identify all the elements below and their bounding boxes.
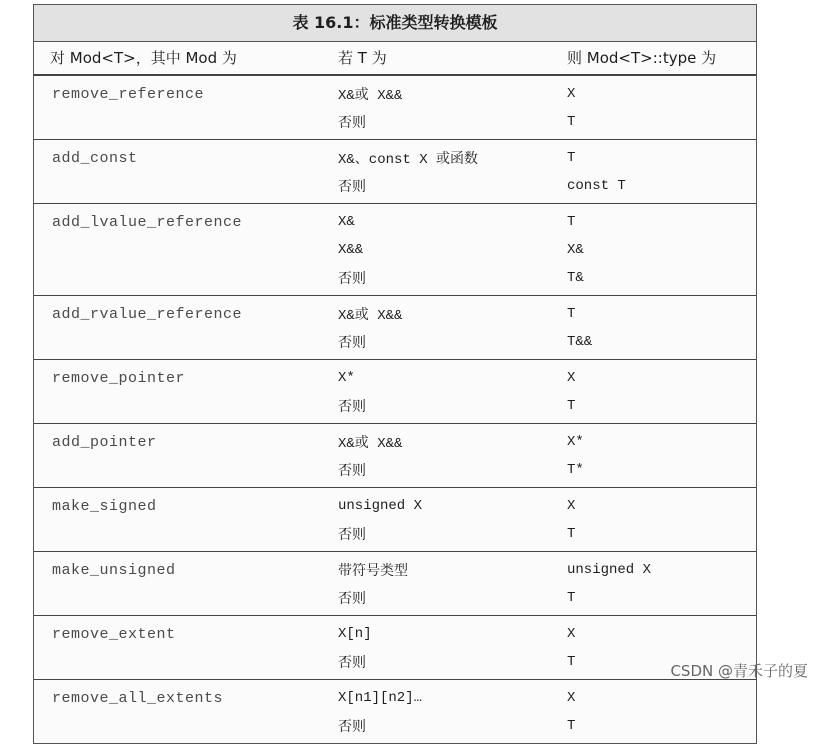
- result-type-cell: T: [567, 114, 576, 130]
- table-row: [34, 620, 756, 648]
- condition-cell: 否则: [338, 464, 366, 480]
- condition-cell: X*: [338, 370, 355, 386]
- condition-cell: 否则: [338, 656, 366, 672]
- condition-cell: 否则: [338, 116, 366, 132]
- table-row: [34, 456, 756, 484]
- table-group: [34, 424, 756, 488]
- table-row: [34, 648, 756, 676]
- mod-name-cell: add_rvalue_reference: [52, 305, 243, 323]
- table-row: [34, 80, 756, 108]
- condition-cell: X&、const X 或函数: [338, 152, 479, 168]
- result-type-cell: T: [567, 654, 576, 670]
- condition-cell: 带符号类型: [338, 564, 408, 580]
- table-caption: 表 16.1：标准类型转换模板: [34, 5, 756, 42]
- result-type-cell: T: [567, 306, 576, 322]
- result-type-cell: const T: [567, 178, 626, 194]
- table-row: [34, 584, 756, 612]
- table-row: [34, 712, 756, 740]
- type-transform-table: [33, 4, 757, 744]
- table-group: [34, 76, 756, 140]
- result-type-cell: X: [567, 370, 576, 386]
- header-if-t: 若 T 为: [338, 49, 387, 67]
- table-row: [34, 236, 756, 264]
- result-type-cell: T: [567, 526, 576, 542]
- csdn-watermark: CSDN @青禾子的夏: [670, 662, 808, 680]
- mod-name-cell: remove_pointer: [52, 369, 186, 387]
- condition-cell: 否则: [338, 180, 366, 196]
- condition-cell: 否则: [338, 400, 366, 416]
- result-type-cell: X&: [567, 242, 584, 258]
- condition-cell: X&或 X&&: [338, 308, 403, 324]
- result-type-cell: T: [567, 214, 576, 230]
- table-group: [34, 140, 756, 204]
- table-row: [34, 172, 756, 200]
- table-group: [34, 296, 756, 360]
- result-type-cell: X: [567, 86, 576, 102]
- mod-name-cell: make_signed: [52, 497, 157, 515]
- table-row: [34, 144, 756, 172]
- mod-name-cell: remove_reference: [52, 85, 205, 103]
- mod-name-cell: add_lvalue_reference: [52, 213, 243, 231]
- table-row: [34, 264, 756, 292]
- table-group: [34, 680, 756, 743]
- table-row: [34, 208, 756, 236]
- condition-cell: X[n1][n2]…: [338, 690, 423, 706]
- condition-cell: 否则: [338, 336, 366, 352]
- mod-name-cell: make_unsigned: [52, 561, 176, 579]
- result-type-cell: T: [567, 590, 576, 606]
- result-type-cell: X: [567, 626, 576, 642]
- condition-cell: X[n]: [338, 626, 372, 642]
- table-header-row: [34, 42, 756, 76]
- result-type-cell: X*: [567, 434, 584, 450]
- result-type-cell: X: [567, 690, 576, 706]
- table-group: [34, 488, 756, 552]
- mod-name-cell: remove_all_extents: [52, 689, 224, 707]
- table-row: [34, 300, 756, 328]
- table-group: [34, 360, 756, 424]
- table-row: [34, 492, 756, 520]
- result-type-cell: X: [567, 498, 576, 514]
- result-type-cell: T: [567, 718, 576, 734]
- header-mod: 对 Mod<T>，其中 Mod 为: [50, 49, 237, 67]
- table-row: [34, 392, 756, 420]
- table-group: [34, 204, 756, 296]
- table-row: [34, 520, 756, 548]
- condition-cell: 否则: [338, 592, 366, 608]
- result-type-cell: T&: [567, 270, 584, 286]
- condition-cell: unsigned X: [338, 498, 423, 514]
- header-result-type: 则 Mod<T>::type 为: [567, 49, 717, 67]
- condition-cell: 否则: [338, 720, 366, 736]
- table-row: [34, 428, 756, 456]
- result-type-cell: T*: [567, 462, 584, 478]
- condition-cell: X&&: [338, 242, 364, 258]
- condition-cell: X&: [338, 214, 355, 230]
- table-row: [34, 684, 756, 712]
- result-type-cell: T&&: [567, 334, 593, 350]
- condition-cell: X&或 X&&: [338, 436, 403, 452]
- condition-cell: 否则: [338, 272, 366, 288]
- mod-name-cell: add_pointer: [52, 433, 157, 451]
- mod-name-cell: remove_extent: [52, 625, 176, 643]
- result-type-cell: T: [567, 398, 576, 414]
- table-row: [34, 108, 756, 136]
- table-row: [34, 328, 756, 356]
- table-body: [34, 76, 756, 743]
- table-row: [34, 364, 756, 392]
- result-type-cell: T: [567, 150, 576, 166]
- condition-cell: X&或 X&&: [338, 88, 403, 104]
- table-row: [34, 556, 756, 584]
- result-type-cell: unsigned X: [567, 562, 652, 578]
- table-group: [34, 616, 756, 680]
- mod-name-cell: add_const: [52, 149, 138, 167]
- table-group: [34, 552, 756, 616]
- condition-cell: 否则: [338, 528, 366, 544]
